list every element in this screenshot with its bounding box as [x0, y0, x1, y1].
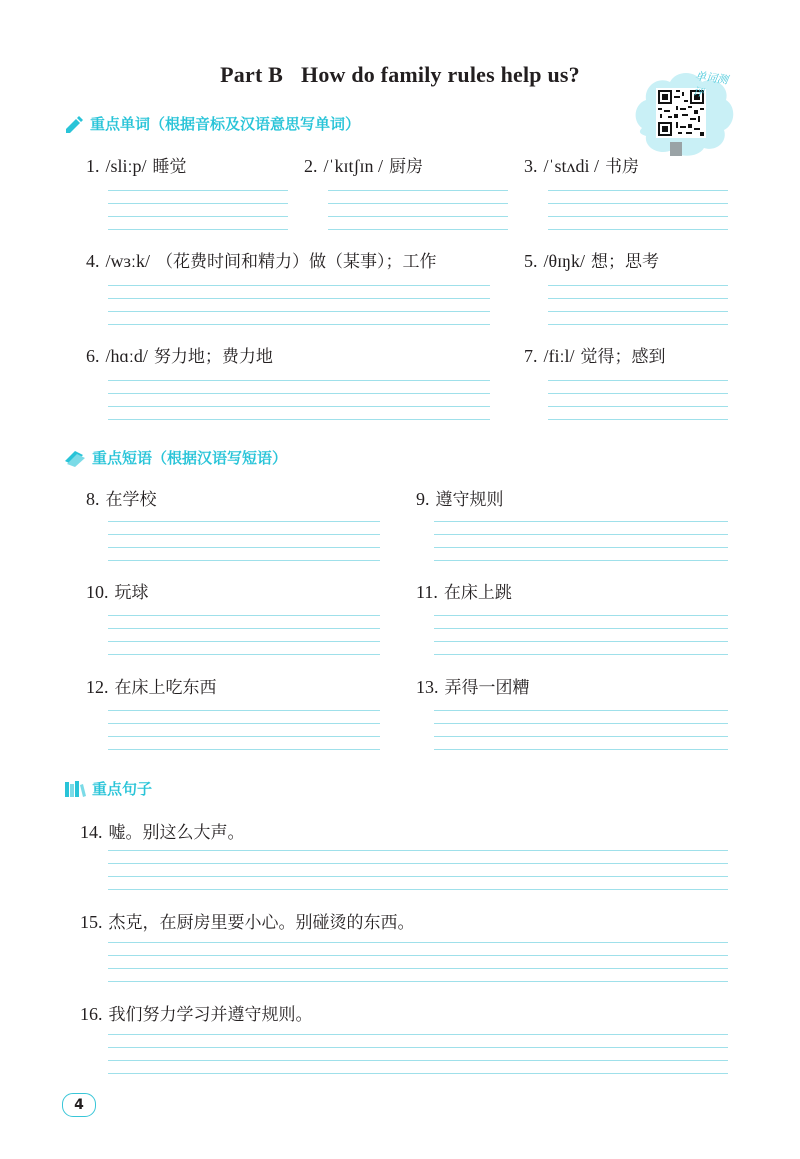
question-number: 7. [524, 346, 538, 366]
phrase-question-12 [86, 673, 217, 698]
qr-code-panel[interactable] [632, 66, 736, 166]
answer-lines-10[interactable] [108, 615, 380, 655]
answer-lines-4[interactable] [108, 285, 490, 325]
answer-lines-16[interactable] [108, 1034, 728, 1074]
part-label: Part B [220, 62, 284, 87]
chinese-meaning: 书房 [605, 157, 640, 177]
chinese-phrase: 遵守规则 [435, 490, 504, 510]
question-number: 3. [524, 156, 538, 176]
answer-lines-11[interactable] [434, 615, 728, 655]
section-label-phrases: 重点短语（根据汉语写短语） [92, 449, 288, 467]
word-question-4 [86, 247, 437, 272]
answer-lines-8[interactable] [108, 521, 380, 561]
phonetic: /θɪŋk/ [543, 251, 586, 271]
title-text: How do family rules help us? [301, 62, 580, 87]
sentence-question-15 [80, 908, 415, 933]
chinese-meaning: 努力地；费力地 [153, 347, 273, 367]
section-header-words [64, 113, 360, 134]
sentence-question-14 [80, 818, 245, 843]
word-question-3 [524, 152, 639, 177]
phrase-question-9 [416, 485, 504, 510]
chinese-sentence: 嘘。别这么大声。 [108, 823, 245, 843]
notes-icon [64, 449, 86, 467]
answer-lines-14[interactable] [108, 850, 728, 890]
answer-lines-9[interactable] [434, 521, 728, 561]
word-question-5 [524, 247, 659, 272]
question-number: 5. [524, 251, 538, 271]
question-number: 13. [416, 677, 439, 697]
qr-label: 单词测评 [692, 69, 729, 100]
answer-lines-2[interactable] [328, 190, 508, 230]
question-number: 10. [86, 582, 109, 602]
chinese-sentence: 我们努力学习并遵守规则。 [108, 1005, 313, 1025]
section-header-phrases [64, 447, 287, 468]
pencil-icon [64, 115, 84, 133]
question-number: 9. [416, 489, 430, 509]
phonetic: /hɑːd/ [105, 346, 148, 366]
phonetic: /ˈkɪtʃɪn / [323, 156, 383, 176]
chinese-meaning: 想；思考 [591, 252, 660, 272]
question-number: 14. [80, 822, 103, 842]
section-label-words: 重点单词（根据音标及汉语意思写单词） [90, 115, 361, 133]
phrase-question-10 [86, 578, 149, 603]
question-number: 12. [86, 677, 109, 697]
phonetic: /sliːp/ [105, 156, 147, 176]
word-question-7 [524, 342, 666, 367]
phrase-question-8 [86, 485, 157, 510]
section-label-sentences: 重点句子 [92, 780, 153, 798]
word-question-2 [304, 152, 423, 177]
phonetic: /ˈstʌdi / [543, 156, 600, 176]
word-question-6 [86, 342, 273, 367]
phrase-question-13 [416, 673, 530, 698]
chinese-phrase: 在床上跳 [443, 583, 512, 603]
question-number: 6. [86, 346, 100, 366]
answer-lines-6[interactable] [108, 380, 490, 420]
word-question-1 [86, 152, 187, 177]
chinese-phrase: 在学校 [105, 490, 157, 510]
chinese-meaning: 觉得；感到 [580, 347, 666, 367]
answer-lines-5[interactable] [548, 285, 728, 325]
question-number: 1. [86, 156, 100, 176]
answer-lines-13[interactable] [434, 710, 728, 750]
question-number: 15. [80, 912, 103, 932]
chinese-phrase: 弄得一团糟 [444, 678, 530, 698]
answer-lines-1[interactable] [108, 190, 288, 230]
chinese-meaning: （花费时间和精力）做（某事）；工作 [156, 252, 437, 272]
answer-lines-7[interactable] [548, 380, 728, 420]
answer-lines-3[interactable] [548, 190, 728, 230]
question-number: 8. [86, 489, 100, 509]
section-header-sentences [64, 778, 152, 799]
books-icon [64, 780, 86, 798]
chinese-sentence: 杰克，在厨房里要小心。别碰烫的东西。 [108, 913, 415, 933]
chinese-phrase: 玩球 [114, 583, 149, 603]
sentence-question-16 [80, 1000, 313, 1025]
question-number: 4. [86, 251, 100, 271]
question-number: 11. [416, 582, 438, 602]
page-number: 4 [62, 1093, 96, 1117]
chinese-meaning: 厨房 [389, 157, 423, 177]
phonetic: /wɜːk/ [105, 251, 151, 271]
answer-lines-12[interactable] [108, 710, 380, 750]
chinese-meaning: 睡觉 [152, 157, 187, 177]
question-number: 16. [80, 1004, 103, 1024]
chinese-phrase: 在床上吃东西 [114, 678, 217, 698]
answer-lines-15[interactable] [108, 942, 728, 982]
question-number: 2. [304, 156, 318, 176]
phonetic: /fiːl/ [543, 346, 575, 366]
phrase-question-11 [416, 578, 512, 603]
